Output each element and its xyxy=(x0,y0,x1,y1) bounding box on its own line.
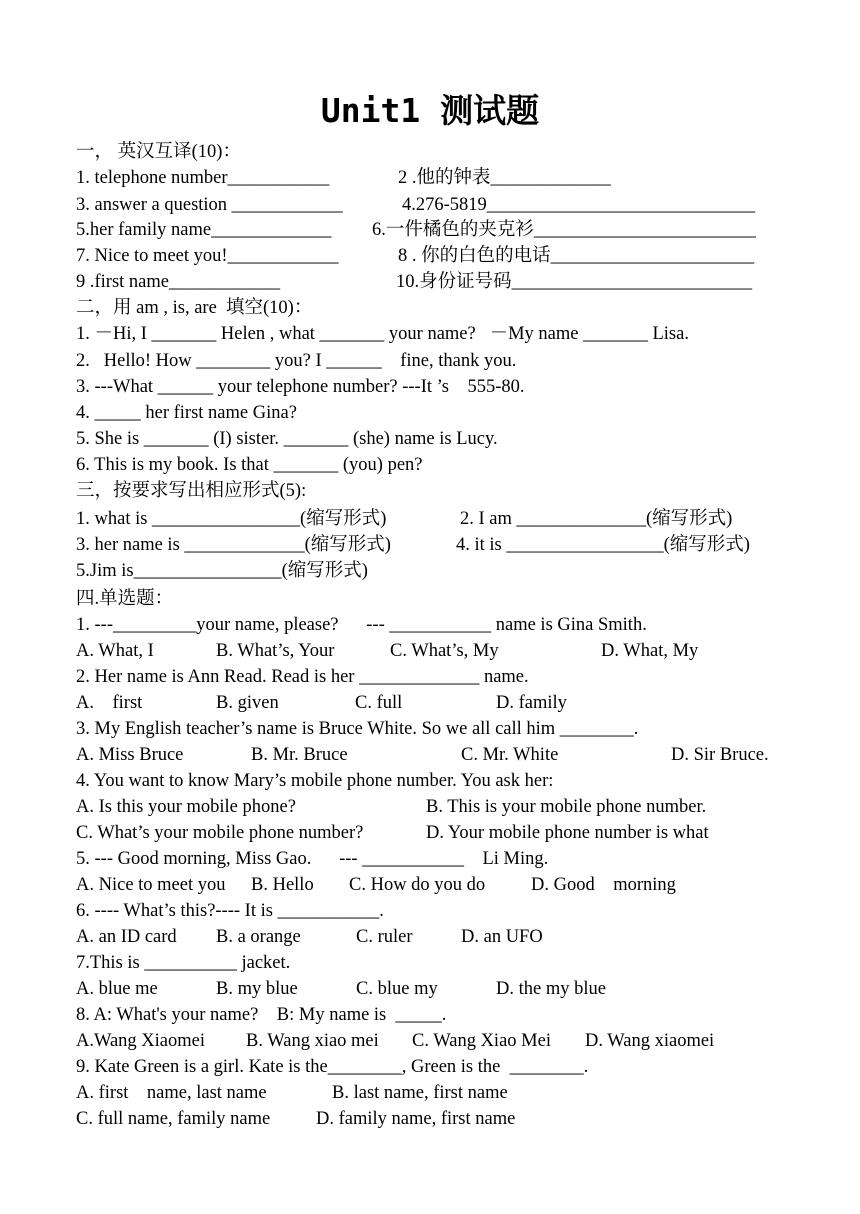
question-7-option-b: B. my blue xyxy=(216,979,298,999)
question-1-option-b: B. What’s, Your xyxy=(216,641,335,661)
question-7-stem: 7.This is __________ jacket. xyxy=(76,953,291,973)
section-1-item-10: 10.身份证号码__________________________ xyxy=(396,272,753,292)
question-2-option-a: A. first xyxy=(76,693,143,713)
question-3-option-c: C. Mr. White xyxy=(461,745,559,765)
page-title: Unit1 测试题 xyxy=(320,91,540,130)
question-7-option-c: C. blue my xyxy=(356,979,438,999)
question-4-option-b: B. This is your mobile phone number. xyxy=(426,797,707,817)
question-9-option-a: A. first name, last name xyxy=(76,1083,267,1103)
section-4-heading: 四.单选题： xyxy=(76,589,174,609)
section-1-item-7: 7. Nice to meet you!____________ xyxy=(76,246,339,266)
question-9-option-b: B. last name, first name xyxy=(332,1083,508,1103)
question-9-stem: 9. Kate Green is a girl. Kate is the________, Green is the ________. xyxy=(76,1057,589,1077)
question-6-option-d: D. an UFO xyxy=(461,927,543,947)
section-3-item-5: 5.Jim is________________(缩写形式) xyxy=(76,561,368,581)
question-3-stem: 3. My English teacher’s name is Bruce White. So we all call him ________. xyxy=(76,719,639,739)
section-2-item-3: 3. ---What ______ your telephone number? ---It ’s 555-80. xyxy=(76,377,525,397)
question-4-option-d: D. Your mobile phone number is what xyxy=(426,823,709,843)
question-9-option-c: C. full name, family name xyxy=(76,1109,271,1129)
question-8-stem: 8. A: What's your name? B: My name is _____. xyxy=(76,1005,447,1025)
question-4-option-c: C. What’s your mobile phone number? xyxy=(76,823,364,843)
question-4-stem: 4. You want to know Mary’s mobile phone number. You ask her: xyxy=(76,771,554,791)
section-1-item-1: 1. telephone number___________ xyxy=(76,168,330,188)
section-2-item-6: 6. This is my book. Is that _______ (you) pen? xyxy=(76,455,423,475)
question-1-option-a: A. What, I xyxy=(76,641,154,661)
section-1-heading: 一， 英汉互译(10)： xyxy=(76,142,241,162)
question-7-option-d: D. the my blue xyxy=(496,979,606,999)
question-2-option-b: B. given xyxy=(216,693,279,713)
question-3-option-d: D. Sir Bruce. xyxy=(671,745,769,765)
question-8-option-a: A.Wang Xiaomei xyxy=(76,1031,206,1051)
section-2-heading: 二，用 am , is, are 填空(10)： xyxy=(76,298,313,318)
question-6-stem: 6. ---- What’s this?---- It is ___________. xyxy=(76,901,384,921)
section-1-item-4: 4.276-5819_____________________________ xyxy=(402,195,756,215)
question-5-stem: 5. --- Good morning, Miss Gao. --- ___________ Li Ming. xyxy=(76,849,549,869)
question-2-stem: 2. Her name is Ann Read. Read is her _____________ name. xyxy=(76,667,529,687)
question-8-option-d: D. Wang xiaomei xyxy=(585,1031,715,1051)
question-7-option-a: A. blue me xyxy=(76,979,158,999)
question-4-option-a: A. Is this your mobile phone? xyxy=(76,797,296,817)
question-5-option-b: B. Hello xyxy=(251,875,314,895)
section-1-item-9: 9 .first name____________ xyxy=(76,272,280,292)
question-5-option-a: A. Nice to meet you xyxy=(76,875,226,895)
question-2-option-c: C. full xyxy=(355,693,403,713)
question-5-option-c: C. How do you do xyxy=(349,875,486,895)
question-3-option-b: B. Mr. Bruce xyxy=(251,745,348,765)
section-2-item-1: 1. －Hi, I _______ Helen , what _______ your name? －My name _______ Lisa. xyxy=(76,324,689,344)
section-2-item-4: 4. _____ her first name Gina? xyxy=(76,403,297,423)
question-3-option-a: A. Miss Bruce xyxy=(76,745,184,765)
question-6-option-a: A. an ID card xyxy=(76,927,177,947)
section-1-item-6: 6.一件橘色的夹克衫________________________ xyxy=(372,220,756,240)
section-1-item-5: 5.her family name_____________ xyxy=(76,220,332,240)
section-3-heading: 三，按要求写出相应形式(5): xyxy=(76,481,307,501)
question-2-option-d: D. family xyxy=(496,693,567,713)
question-6-option-c: C. ruler xyxy=(356,927,413,947)
question-8-option-b: B. Wang xiao mei xyxy=(246,1031,379,1051)
question-1-option-c: C. What’s, My xyxy=(390,641,499,661)
section-2-item-2: 2. Hello! How ________ you? I ______ fine, thank you. xyxy=(76,351,517,371)
question-1-stem: 1. ---_________your name, please? --- ___________ name is Gina Smith. xyxy=(76,615,647,635)
section-1-item-3: 3. answer a question ____________ xyxy=(76,195,343,215)
section-1-item-2: 2 .他的钟表_____________ xyxy=(398,168,611,188)
section-1-item-8: 8 . 你的白色的电话______________________ xyxy=(398,246,755,266)
section-3-item-3: 3. her name is _____________(缩写形式) xyxy=(76,535,391,555)
section-3-item-2: 2. I am ______________(缩写形式) xyxy=(460,509,733,529)
question-9-option-d: D. family name, first name xyxy=(316,1109,516,1129)
question-5-option-d: D. Good morning xyxy=(531,875,676,895)
section-3-item-4: 4. it is _________________(缩写形式) xyxy=(456,535,750,555)
section-2-item-5: 5. She is _______ (I) sister. _______ (she) name is Lucy. xyxy=(76,429,498,449)
question-6-option-b: B. a orange xyxy=(216,927,301,947)
section-3-item-1: 1. what is ________________(缩写形式) xyxy=(76,509,387,529)
question-8-option-c: C. Wang Xiao Mei xyxy=(412,1031,551,1051)
question-1-option-d: D. What, My xyxy=(601,641,699,661)
